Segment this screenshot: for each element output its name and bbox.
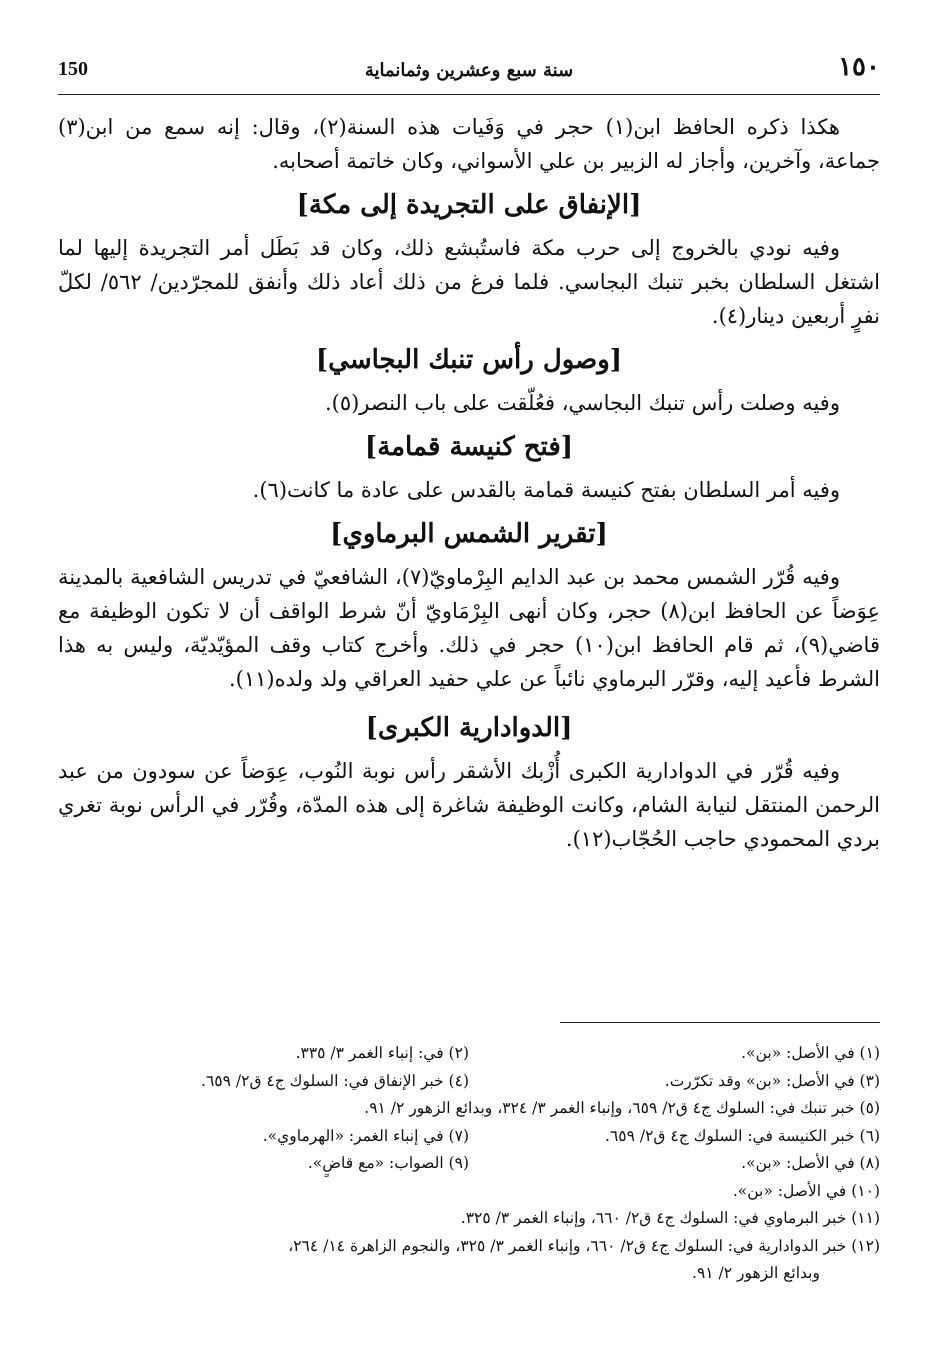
footnote-3: (٣) في الأصل: «بن» وقد تكرّرت. bbox=[664, 1071, 880, 1090]
footnote-10: (١٠) في الأصل: «بن». bbox=[732, 1181, 880, 1200]
page-header bbox=[58, 52, 880, 95]
paragraph-4: وفيه أمر السلطان بفتح كنيسة قمامة بالقدس على عادة ما كانت(٦). bbox=[252, 478, 840, 502]
footnote-11: (١١) خبر البرماوي في: السلوك ج٤ ق٢/ ٦٦٠، وإنباء الغمر ٣/ ٣٢٥. bbox=[460, 1209, 880, 1227]
footnote-6: (٦) خبر الكنيسة في: السلوك ج٤ ق٢/ ٦٥٩. bbox=[605, 1126, 880, 1145]
page-number-arabic: ١٥٠ bbox=[838, 52, 880, 82]
footnote-row bbox=[58, 1233, 880, 1261]
footnote-7: (٧) في إنباء الغمر: «الهرماوي». bbox=[262, 1126, 469, 1145]
section-heading-5: [الدوادارية الكبرى] bbox=[365, 713, 573, 743]
footnote-12-continuation: وبدائع الزهور ٢/ ٩١. bbox=[692, 1264, 820, 1282]
paragraph-3: وفيه وصلت رأس تنبك البجاسي، فعُلّقت على باب النصر(٥). bbox=[324, 391, 840, 415]
footnote-row bbox=[58, 1095, 880, 1123]
paragraph-6: وفيه قُرّر في الدوادارية الكبرى أُزْبك الأشقر رأس نوبة النُوب، عِوَضاً عن سودون من عبد الرحمن المنتقل لنيابة الشام، وكانت الوظيفة شاغرة إلى هذه المدّة، وقُرّر في الرأس نوبة تغري بردي المحمودي حاجب الحُجّاب(١٢). bbox=[58, 759, 880, 851]
footnote-row bbox=[58, 1123, 880, 1151]
section-heading-1: [الإنفاق على التجريدة إلى مكة] bbox=[296, 190, 642, 220]
footnote-4: (٤) خبر الإنفاق في: السلوك ج٤ ق٢/ ٦٥٩. bbox=[201, 1071, 469, 1090]
page-number-latin: 150 bbox=[58, 58, 88, 80]
footnote-2: (٢) في: إنباء الغمر ٣/ ٣٣٥. bbox=[295, 1044, 469, 1062]
paragraph-5: وفيه قُرّر الشمس محمد بن عبد الدايم البِرْماويّ(٧)، الشافعيّ في تدريس الشافعية بالمدينة عِوَضاً عن الحافظ ابن(٨) حجر، وكان أنهى البِرْمَاويّ أنّ شرط الواقف أن لا تكون الوظيفة مع قاضي(٩)، ثم قام الحافظ ابن(١٠) حجر في ذلك. وأخرج كتاب وقف المؤيّديّة، وليس به هذا الشرط فأعيد إليه، وقرّر البرماوي نائباً عن علي حفيد العراقي ولد ولده(١١). bbox=[58, 565, 881, 691]
footnote-5: (٥) خبر تنبك في: السلوك ج٤ ق٢/ ٦٥٩، وإنباء الغمر ٣/ ٣٢٤، وبدائع الزهور ٢/ ٩١. bbox=[364, 1099, 880, 1117]
section-heading-4: [تقرير الشمس البرماوي] bbox=[330, 519, 608, 549]
paragraph-2: وفيه نودي بالخروج إلى حرب مكة فاستُبشع ذلك، وكان قد بَطَل أمر التجريدة إليها لما اشتغل السلطان بخبر تنبك البجاسي. فلما فرغ من ذلك أعاد ذلك وأنفق للمجرّدين/ ٥٦٢/ لكلّ نفرٍ أربعين دينار(٤). bbox=[58, 236, 880, 328]
footnotes bbox=[58, 1040, 880, 1288]
footnote-8: (٨) في الأصل: «بن». bbox=[741, 1154, 880, 1172]
footnote-12: (١٢) خبر الدوادارية في: السلوك ج٤ ق٢/ ٦٦٠، وإنباء الغمر ٣/ ٣٢٥، والنجوم الزاهرة ١٤/ ٢٦٤، bbox=[288, 1236, 880, 1255]
footnote-row bbox=[58, 1205, 880, 1233]
footnote-separator bbox=[560, 1022, 880, 1023]
footnote-9: (٩) الصواب: «مع قاضٍ». bbox=[307, 1154, 469, 1172]
footnote-row bbox=[58, 1150, 880, 1178]
section-heading-3: [فتح كنيسة قمامة] bbox=[364, 432, 574, 462]
footnote-row bbox=[58, 1068, 880, 1096]
footnote-row bbox=[58, 1178, 880, 1206]
footnote-1: (١) في الأصل: «بن». bbox=[741, 1044, 880, 1062]
running-title: سنة سبع وعشرين وثمانماية bbox=[364, 60, 574, 81]
section-heading-2: [وصول رأس تنبك البجاسي] bbox=[315, 345, 623, 375]
paragraph-1: هكذا ذكره الحافظ ابن(١) حجر في وَفَيات هذه السنة(٢)، وقال: إنه سمع من ابن(٣) جماعة، وآخرين، وأجاز له الزبير بن علي الأسواني، وكان خاتمة أصحابه. bbox=[58, 115, 880, 173]
main-text bbox=[58, 110, 880, 856]
footnote-row bbox=[58, 1040, 880, 1068]
footnote-row bbox=[58, 1260, 880, 1288]
